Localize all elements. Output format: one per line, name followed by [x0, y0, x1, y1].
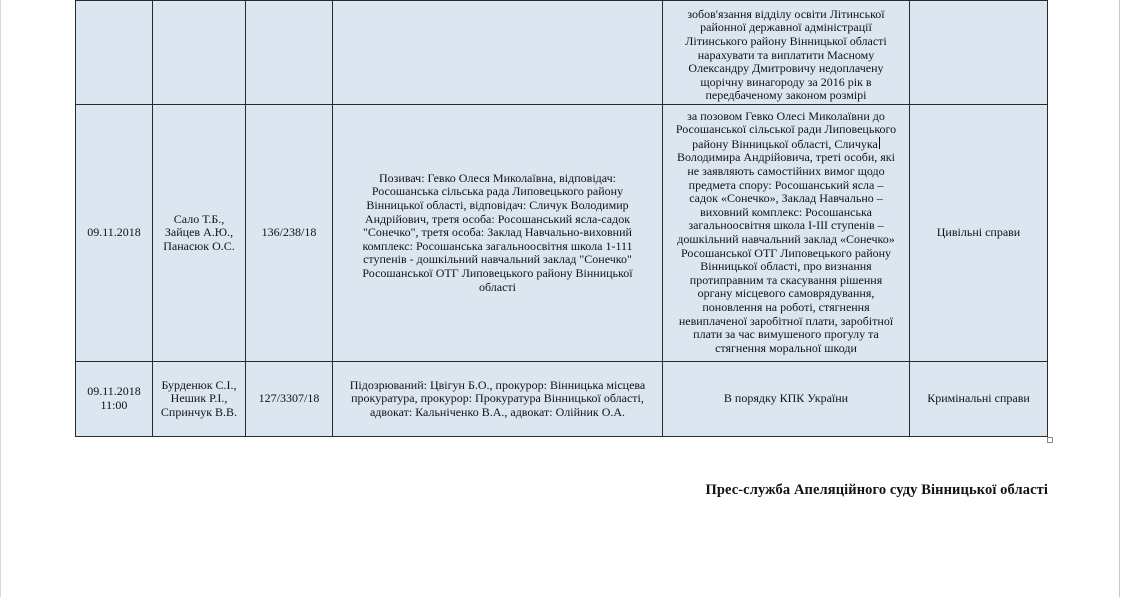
subject-text-end: Володимира Андрійовича, треті особи, які не заявляють самостійних вимог щодо предмета спору: Росошанський ясла – садок «Сонечко», Заклад Навчально – виховний комплекс: Росошанська загальноосвітня школа І-ІІІ ступенів – дошкільний навчальний заклад «Сонечко» Росошанської ОТГ Липовецького району Вінницької області, про визнання протиправним та скасування рішення органу місцевого самоврядування, поновлення на роботі, стягнення невиплаченої заробітної плати, заробітної плати за час вимушеного прогулу та стягнення моральної шкоди [677, 150, 895, 355]
press-service-signature: Прес-служба Апеляційного суду Вінницької області [705, 482, 1048, 498]
case-number-cell: 136/238/18 [246, 105, 333, 362]
case-number-cell [246, 1, 333, 105]
parties-cell: Підозрюваний: Цвігун Б.О., прокурор: Вінницька місцева прокуратура, прокурор: Прокуратура Вінницької області, адвокат: Кальніченко В.А., адвокат: Олійник О.А. [333, 362, 663, 437]
judges-cell: Бурденюк С.І., Нешик Р.І., Спринчук В.В. [153, 362, 246, 437]
judges-cell [153, 1, 246, 105]
table-row [76, 362, 1048, 437]
category-cell: Кримінальні справи [910, 362, 1048, 437]
date-cell: 09.11.2018 11:00 [76, 362, 153, 437]
hearing-schedule-table [75, 0, 1048, 437]
category-cell: Цивільні справи [910, 105, 1048, 362]
date-cell [76, 1, 153, 105]
case-number-cell: 127/3307/18 [246, 362, 333, 437]
table-row [76, 1, 1048, 105]
subject-cell[interactable] [663, 105, 910, 362]
table-row [76, 105, 1048, 362]
page-right-edge [1119, 0, 1120, 597]
judges-cell: Сало Т.Б., Зайцев А.Ю., Панасюк О.С. [153, 105, 246, 362]
parties-cell: Позивач: Гевко Олеся Миколаївна, відповідач: Росошанська сільська рада Липовецького району Вінницької області, відповідач: Сличук Володимир Андрійович, третя особа: Росошанський ясла-садок "Сонечко", третя особа: Заклад Навчально-виховний комплекс: Росошанська загальноосвітня школа 1-111 ступенів - дошкільний навчальний заклад "Сонечко" Росошанської ОТГ Липовецького району Вінницької області [333, 105, 663, 362]
text-cursor [879, 137, 880, 149]
date-cell: 09.11.2018 [76, 105, 153, 362]
subject-cell: В порядку КПК України [663, 362, 910, 437]
page-left-edge [0, 0, 1, 597]
subject-text-start: за позовом Гевко Олесі Миколаївни до Росошанської сільської ради Липовецького району Вінницької області, Сличука [675, 108, 897, 151]
table-resize-handle[interactable] [1047, 437, 1053, 443]
parties-cell [333, 1, 663, 105]
subject-cell: зобов'язання відділу освіти Літинської районної державної адміністрації Літинського району Вінницької області нарахувати та виплатити Масному Олександру Дмитровичу недоплачену щорічну винагороду за 2016 рік в передбаченому законом розмірі [663, 1, 910, 105]
category-cell [910, 1, 1048, 105]
